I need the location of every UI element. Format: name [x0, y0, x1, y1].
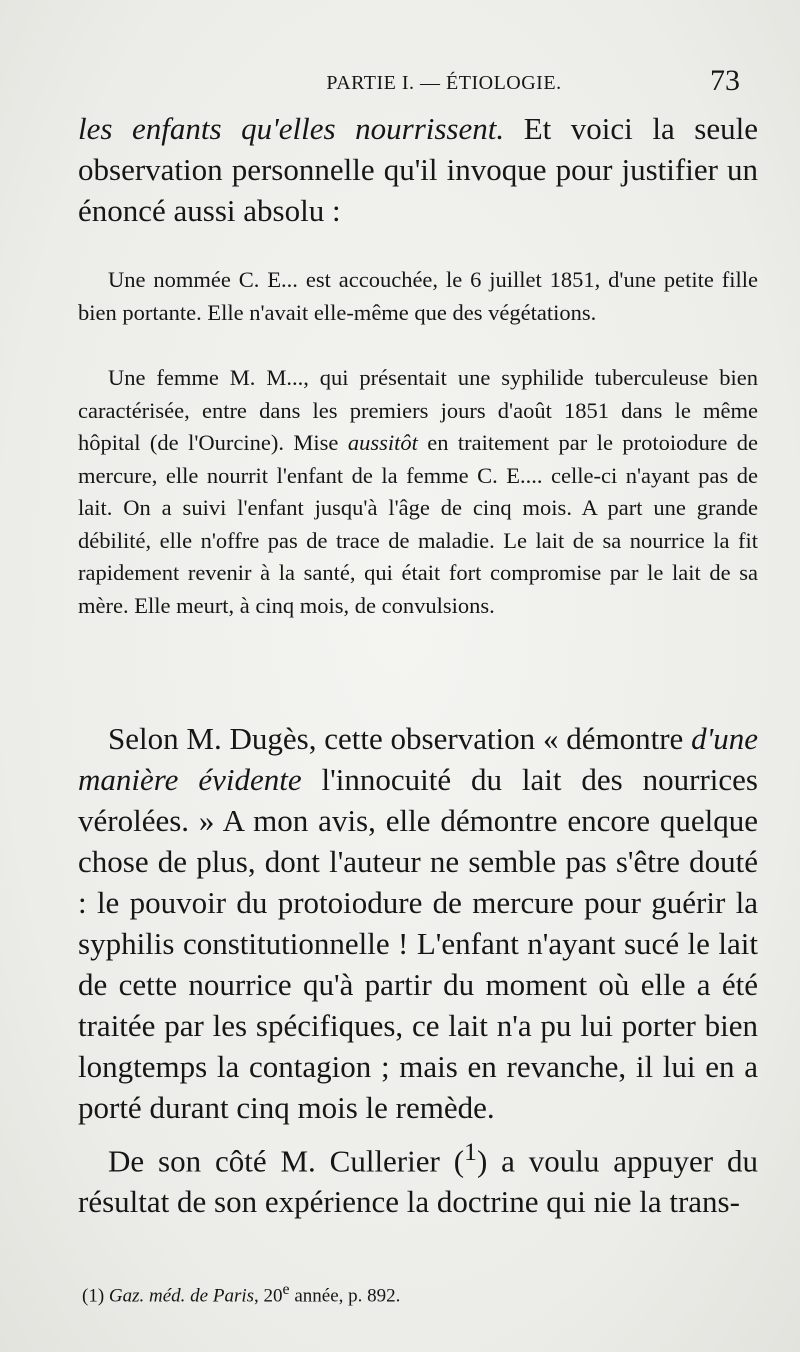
paragraph-cullerier [78, 1131, 758, 1222]
quoted-observation-1 [78, 264, 758, 329]
observation-text: en traitement par le protoiodure de mercure, elle nourrit l'enfant de la femme C. E.... celle-ci n'ayant pas de lait. On a suivi l'enfant jusqu'à l'âge de cinq mois. A part une grande débilité, elle n'offre pas de trace de maladie. Le lait de sa nourrice la fit rapidement revenir à la santé, qui était fort compromise par le lait de sa mère. Elle meurt, à cinq mois, de convulsions. [78, 430, 759, 618]
footnote-superscript: e [282, 1281, 290, 1298]
paragraph-text: Et voici la seule observation personnelle qu'il invoque pour justifier un énoncé aussi absolu : [78, 111, 758, 228]
paragraph-text: l'innocuité du lait des nourrices vérolées. » A mon avis, elle démontre encore quelque chose de plus, dont l'auteur ne semble pas s'être douté : le pouvoir du protoiodure de mercure pour guérir la syphilis constitutionnelle ! L'enfant n'ayant sucé le lait de cette nourrice qu'à partir du moment où elle a été traitée par les spécifiques, ce lait n'a pu lui porter bien longtemps la contagion ; mais en revanche, il lui en a porté durant cinq mois le remède. [78, 762, 758, 1125]
page-number: 73 [710, 64, 740, 97]
italic-phrase: d'une manière évidente [78, 721, 758, 797]
italic-word: aussitôt [347, 430, 418, 455]
quoted-observation-2 [78, 362, 758, 622]
footnote [82, 1277, 762, 1309]
footnote-source: Gaz. méd. de Paris [108, 1285, 255, 1307]
footnote-marker: (1) [82, 1285, 105, 1307]
observation-text: Une femme M. M..., qui présentait une syphilide tuberculeuse bien caractérisée, entre dans les premiers jours d'août 1851 dans le même hôpital (de l'Ourcine). Mise [78, 365, 758, 455]
page-header [78, 60, 740, 100]
running-head: PARTIE I. — ÉTIOLOGIE. [326, 72, 562, 94]
paragraph-text: Selon M. Dugès, cette observation « démontre [108, 721, 692, 756]
paragraph-text: De son côté M. Cullerier ( [108, 1143, 465, 1179]
paragraph-text: ) a voulu appuyer du résultat de son expérience la doctrine qui nie la trans- [78, 1143, 758, 1220]
paragraph-duges [78, 718, 758, 1128]
italic-phrase: les enfants qu'elles nourrissent. [78, 111, 505, 146]
footnote-reference: 1 [464, 1137, 477, 1166]
observation-text: Une nommée C. E... est accouchée, le 6 juillet 1851, d'une petite fille bien portante. Elle n'avait elle-même que des végétations. [78, 267, 758, 325]
paragraph-opening [78, 108, 758, 231]
footnote-text: , 20 [254, 1285, 283, 1307]
footnote-text: année, p. 892. [289, 1285, 401, 1307]
